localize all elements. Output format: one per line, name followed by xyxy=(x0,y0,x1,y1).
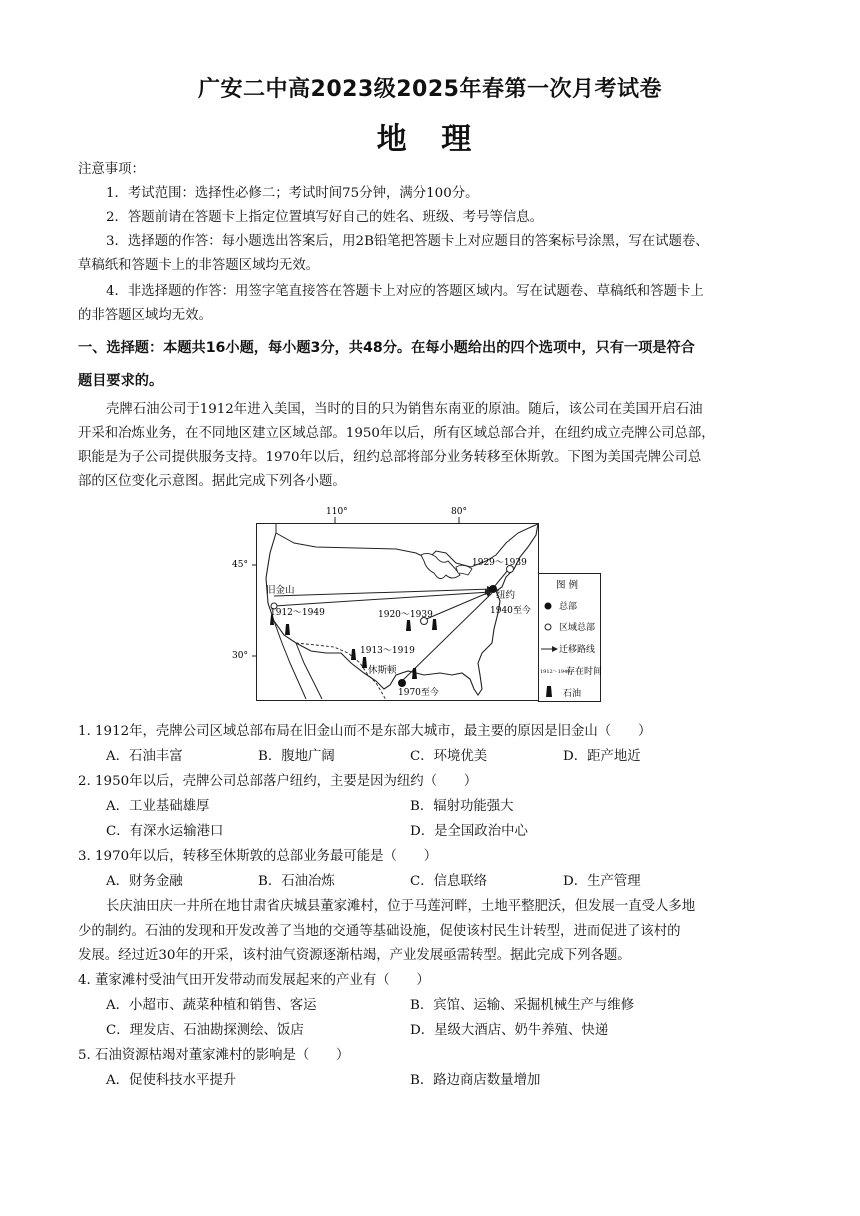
option-d[interactable]: D．距产地近 xyxy=(563,749,641,764)
shell-hq-location-map xyxy=(232,503,603,703)
legend-oil: 石油 xyxy=(563,689,582,699)
option-b[interactable]: B．辐射功能强大 xyxy=(410,799,514,814)
period-label: 1920～1939 xyxy=(378,610,433,620)
passage-line: 部的区位变化示意图。据此完成下列各小题。 xyxy=(78,474,346,489)
section-heading: 一、选择题：本题共16小题，每小题3分，共48分。在每小题给出的四个选项中，只有一项是符合 xyxy=(78,340,695,356)
legend-title: 图 例 xyxy=(556,580,579,591)
option-c[interactable]: C．理发店、石油勘探测绘、饭店 xyxy=(106,1023,304,1038)
legend-route: 迁移路线 xyxy=(559,645,596,655)
option-c[interactable]: C．环境优美 xyxy=(410,749,488,764)
option-d[interactable]: D．星级大酒店、奶牛养殖、快递 xyxy=(410,1023,609,1038)
option-c[interactable]: C．信息联络 xyxy=(410,874,488,889)
exam-title: 广安二中高2023级2025年春第一次月考试卷 xyxy=(198,77,662,102)
hq-marker-houston xyxy=(398,679,406,687)
passage-line: 壳牌石油公司于1912年进入美国，当时的目的只为销售东南亚的原油。随后，该公司在美国开启石油 xyxy=(106,402,703,417)
passage-line: 长庆油田庆一井所在地甘肃省庆城县董家滩村，位于马莲河畔，土地平整肥沃，但发展一直受人多地 xyxy=(106,899,696,914)
option-b[interactable]: B．宾馆、运输、采掘机械生产与维修 xyxy=(410,998,635,1013)
option-b[interactable]: B．腹地广阔 xyxy=(258,749,335,764)
question-stem: 5. 石油资源枯竭对董家滩村的影响是（ ） xyxy=(78,1048,350,1063)
lat-label: 30° xyxy=(232,651,248,661)
lon-label: 110° xyxy=(326,507,348,517)
place-label: 纽约 xyxy=(496,590,516,601)
option-b[interactable]: B．石油冶炼 xyxy=(258,874,335,889)
option-a[interactable]: A．财务金融 xyxy=(106,874,183,889)
notes-heading: 注意事项： xyxy=(78,162,145,177)
lat-label: 45° xyxy=(232,560,248,570)
question-stem: 1. 1912年，壳牌公司区域总部布局在旧金山而不是东部大城市，最主要的原因是旧金山（ ） xyxy=(78,724,652,739)
legend-time: 存在时间 xyxy=(566,667,603,677)
legend-hq-symbol xyxy=(545,603,552,610)
option-a[interactable]: A．小超市、蔬菜种植和销售、客运 xyxy=(106,998,317,1013)
period-label: 1970至今 xyxy=(398,688,439,698)
lon-label: 80° xyxy=(451,507,467,517)
note-item: 的非答题区域均无效。 xyxy=(78,308,212,323)
note-item: 3．选择题的作答：每小题选出答案后，用2B铅笔把答题卡上对应题目的答案标号涂黑，写在试题卷、 xyxy=(106,234,709,249)
option-d[interactable]: D．是全国政治中心 xyxy=(410,824,528,839)
option-c[interactable]: C．有深水运输港口 xyxy=(106,824,224,839)
legend-oil-symbol xyxy=(546,686,552,697)
note-item: 2．答题前请在答题卡上指定位置填写好自己的姓名、班级、考号等信息。 xyxy=(106,210,544,225)
passage-line: 职能是为子公司提供服务支持。1970年以后，纽约总部将部分业务转移至休斯敦。下图为美国壳牌公司总 xyxy=(78,450,702,465)
legend-hq: 总部 xyxy=(559,602,578,612)
period-label: 1913～1919 xyxy=(360,646,415,656)
passage-line: 少的制约。石油的发现和开发改善了当地的交通等基础设施，促使该村民生计转型，进而促进了该村的 xyxy=(78,924,681,939)
legend-regional-symbol xyxy=(545,624,551,630)
place-label: 休斯顿 xyxy=(368,665,397,676)
period-label: 1929～1939 xyxy=(472,558,527,568)
note-item: 草稿纸和答题卡上的非答题区域均无效。 xyxy=(78,258,320,273)
option-a[interactable]: A．工业基础雄厚 xyxy=(106,799,210,814)
option-a[interactable]: A．促使科技水平提升 xyxy=(106,1073,237,1088)
map-legend xyxy=(539,574,603,702)
note-item: 1．考试范围：选择性必修二；考试时间75分钟，满分100分。 xyxy=(106,186,479,201)
question-stem: 2. 1950年以后，壳牌公司总部落户纽约，主要是因为纽约（ ） xyxy=(78,774,478,789)
period-label: 1912～1949 xyxy=(270,608,325,618)
place-label: 旧金山 xyxy=(266,585,295,596)
section-heading: 题目要求的。 xyxy=(78,373,164,389)
option-b[interactable]: B．路边商店数量增加 xyxy=(410,1073,541,1088)
question-stem: 3. 1970年以后，转移至休斯敦的总部业务最可能是（ ） xyxy=(78,849,438,864)
note-item: 4．非选择题的作答：用签字笔直接答在答题卡上对应的答题区域内。写在试题卷、草稿纸和答题卡上 xyxy=(106,284,704,299)
option-d[interactable]: D．生产管理 xyxy=(563,874,641,889)
legend-time-sample: 1912～1949 xyxy=(540,669,571,675)
period-label: 1940至今 xyxy=(490,606,531,616)
legend-regional: 区域总部 xyxy=(559,623,596,633)
question-stem: 4. 董家滩村受油气田开发带动而发展起来的产业有（ ） xyxy=(78,973,430,988)
option-a[interactable]: A．石油丰富 xyxy=(106,749,183,764)
passage-line: 开采和冶炼业务，在不同地区建立区域总部。1950年以后，所有区域总部合并，在纽约成立壳牌公司总部， xyxy=(78,426,715,441)
passage-line: 发展。经过近30年的开采，该村油气资源逐渐枯竭，产业发展亟需转型。据此完成下列各题。 xyxy=(78,948,631,963)
subject-title: 地 理 xyxy=(376,122,484,157)
